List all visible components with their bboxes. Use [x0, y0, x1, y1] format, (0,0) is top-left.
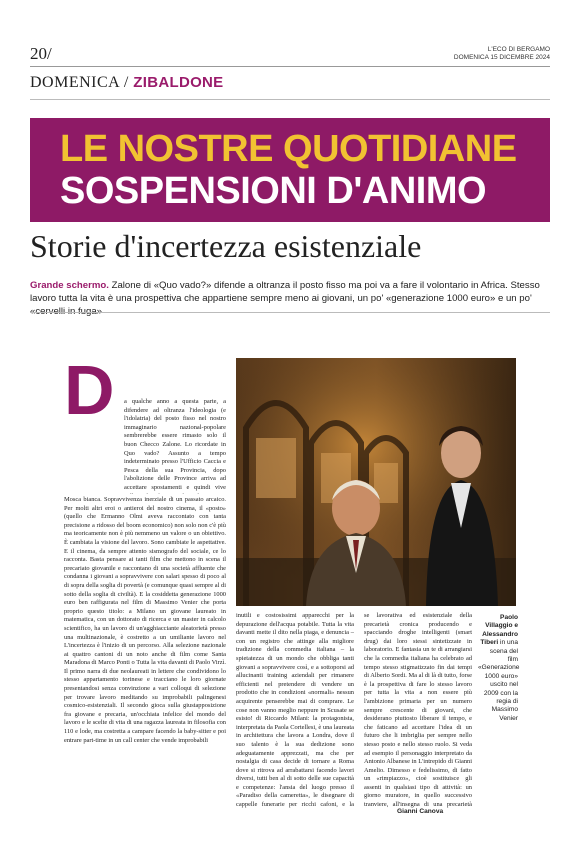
drop-cap: D: [64, 351, 115, 429]
film-still-photo: [236, 358, 516, 606]
publication-date: DOMENICA 15 DICEMBRE 2024: [453, 54, 550, 61]
headline: Storie d'incertezza esistenziale: [30, 228, 422, 264]
header-rule: [30, 66, 550, 67]
page-number: 20/: [30, 44, 52, 63]
publication-name: L'ECO DI BERGAMO: [487, 46, 550, 53]
section-separator: /: [123, 74, 129, 91]
banner-line-1: LE NOSTRE QUOTIDIANE: [60, 128, 517, 170]
author-signature: Gianni Canova: [397, 808, 444, 815]
article-lead: a qualche anno a questa parte, a difendere ad oltranza l'ideologia (e l'idolatria) del posto fisso nel nostro immaginario nazional-popolare sembrerebbe essere rimasto solo il buon Checco Zalone. Lo ricordate in Quo vado? Assunto a tempo indeterminato presso l'Ufficio Caccia e Pesca della sua Provincia, dopo l'abolizione delle Province arriva ad accettare spostamenti e quindi vive: [124, 398, 226, 491]
section-rule: [30, 99, 550, 100]
summary-kicker: Grande schermo.: [30, 280, 109, 291]
photo-caption: [478, 614, 518, 723]
page-header: [30, 44, 550, 64]
publication-info: [454, 46, 550, 62]
banner-line-2: SOSPENSIONI D'ANIMO: [60, 170, 487, 212]
article-column-1b: L'incertezza è l'inizio di un percorso. Alla selezione nazionale ai quattro cantoni di un noto anche di film come Santa Maradona di Marco Ponti o Tutta la vita davanti di Paolo Virzì. Il primo narra di due neolaureati in lettere che condividono lo stesso appartamento torinese e tracciano le loro giornate presentandosi senza convinzione a vari colloqui di selezione per trovare lavoro meditando su improbabili palingenesi cosmico-esistenziali. Il secondo gioca sulla giustapposizione fra giovane e precaria, un'occhiata infelice del mondo del lavoro e le scelte di vita di una ragazza laureata in filosofia con 110 e lode, ma costretta a campare facendo la baby-sitter e poi entrare part-time in un call center che vende improbabili: [64, 642, 226, 744]
title-banner: [30, 118, 550, 222]
subsection-name: ZIBALDONE: [133, 74, 224, 91]
section-name: DOMENICA: [30, 74, 120, 91]
summary-rule: [30, 312, 550, 313]
summary-text: Zalone di «Quo vado?» difende a oltranza il posto fisso ma poi va a fare il volontario in Africa. Stesso lavoro tutta la vita è una prospettiva che appartiene sempre meno ai giovani, un po' «generazione 1000 euro» e un po' «cervelli in fuga»: [30, 280, 540, 317]
article-column-1a: Mosca bianca. Sopravvivenza inerziale di un passato arcaico. Per molti altri eroi o antieroi del nostro cinema, il «posto» (quello che Ermanno Olmi aveva raccontato con tanta precisione a ridosso del boom economico) non solo non c'è più ma teoricamente non è più nemmeno un valore o un obiettivo. È cambiata la visione del lavoro. Sono cambiate le aspettative. E il cinema, da sempre attento sismografo del sociale, ce lo racconta. Basta pensare ai tanti film che mettono in scena il precariato giovanile e raccontano di una società affluente che condanna i giovani a sopravvivere con salari spesso di poco al di sopra della soglia di povertà (e comunque quasi sempre al di sotto della soglia di civiltà). E la cosiddetta generazione 1000 euro ben raffigurata nel film di Massimo Venier che porta proprio questo titolo: a Milano un giovane laureato in matematica, con un dottorato di ricerca e un master in calcolo scientifico, ha un lavoro di un'agghiacciante aleatorietà presso una multinazionale, è costretto a un umiliante lavoro nel: [64, 496, 226, 640]
section-label: [30, 74, 224, 92]
photo-caption-text: in una scena del film «Generazione 1000 euro» uscito nel 2009 con la regia di Massimo Venier: [478, 639, 520, 722]
article-column-3: se lavorativa ed esistenziale della precarietà cronica producendo e spacciando droghe intelligenti (smart drug) dai loro stessi sintetizzate in laboratorio. E fantasia un te di arrangiarsi che la commedia italiana ha celebrato ad tempo stesso stigmatizzato fin dai tempi di Alberto Sordi. Ma al di là di tutto, forse è la prospettiva di fare lo stesso lavoro per tutta la vita a non essere più l'ambizione primaria per un numero sempre crescente di giovani, che desiderano piuttosto liberare il tempo, e che faticano ad accettare l'idea di un futuro che li imbriglia per sempre nello stesso posto e nello stesso ruolo. Si veda ad esempio il personaggio interpretato da Antonio Albanese in L'intrepido di Gianni Amelio. Dimesso e fedelissimo, di fatto un «rimpiazzo», cioè sostituisce gli assenti in qualsiasi tipo di attività: un giorno muratore, in quello successivo tranviere, all'insegna di una precarietà: [364, 612, 472, 808]
photo-illustration: [236, 358, 516, 606]
photo-caption-names: Paolo Villaggio e Alessandro Tiberi: [480, 614, 518, 647]
article-column-2: inutili e costosissimi apparecchi per la depurazione dell'acqua potabile. Tutta la vita davanti mette il dito nella piaga, e denuncia – con un registro che attinge alla migliore tradizione della commedia italiana – la spietatezza di un mondo che obbliga tanti giovani a sopravvivere così, e a sottoporsi ad allucinanti training aziendali per rimanere efficienti nel pretendere di vendere un prodotto che in condizioni «normali» nessun acquirente penserebbe mai di comprare. Le cose non vanno meglio neppure in Scusate se esisto! di Riccardo Milani: la protagonista, interpretata da Paola Cortellesi, è una laureata in architettura che lavora a Londra, dove il suo talento è la sua dedizione sono adeguatamente apprezzati, ma che per nostalgia di casa decide di tornare a Roma dove si ritrova ad arrabattarsi facendo lavori diversi, tutti ben al di sotto delle sue capacità e competenze: l'ansia del luogo presso il «Paradiso della cameretta», le disegnare di cappelle funerarie per ricchi cafoni, e la: [236, 612, 354, 808]
